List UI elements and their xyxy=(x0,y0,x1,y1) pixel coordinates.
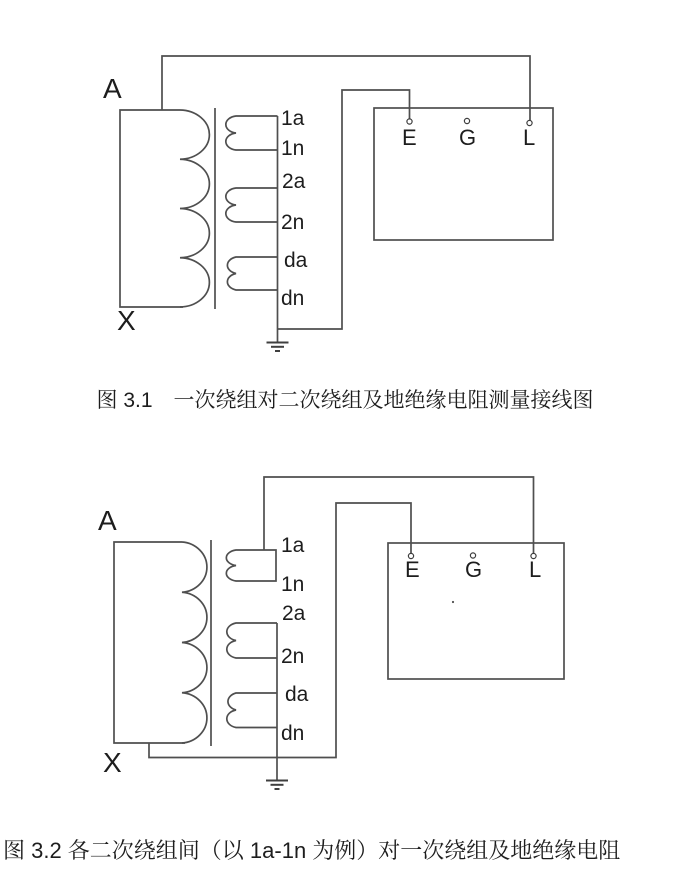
winding-terminal-label-dn: dn xyxy=(281,722,305,745)
winding-terminal-label-da: da xyxy=(284,249,308,272)
winding-terminal-label-2a: 2a xyxy=(282,170,306,193)
meter-terminal-label-e: E xyxy=(402,125,417,150)
meter-terminal-label-g: G xyxy=(459,125,477,150)
primary-top-terminal-label: A xyxy=(98,505,117,536)
wire-x-to-e xyxy=(149,503,411,758)
meter-terminal-label-g: G xyxy=(465,557,483,582)
figure1-diagram xyxy=(103,56,553,351)
primary-winding-outline xyxy=(120,110,183,307)
primary-bottom-terminal-label: X xyxy=(103,747,122,778)
winding-terminal-label-1a: 1a xyxy=(281,534,305,557)
ground-symbol xyxy=(266,781,288,790)
winding-terminal-label-2n: 2n xyxy=(281,211,305,234)
meter-terminal-label-l: L xyxy=(529,557,542,582)
secondary-winding-2a-2n xyxy=(226,188,278,222)
terminal-g-circle xyxy=(464,118,469,123)
winding-terminal-label-1a: 1a xyxy=(281,107,305,130)
winding-terminal-label-1n: 1n xyxy=(281,137,305,160)
primary-top-terminal-label: A xyxy=(103,73,122,104)
winding-terminal-label-2n: 2n xyxy=(281,645,305,668)
secondary-winding-1a-1n xyxy=(226,116,278,150)
meter-terminal-label-l: L xyxy=(523,125,536,150)
winding-terminal-label-da: da xyxy=(285,683,309,706)
secondary-winding-1a-1n xyxy=(226,550,276,581)
primary-bottom-terminal-label: X xyxy=(117,305,136,336)
secondary-winding-da-dn xyxy=(227,257,277,290)
speck-dot xyxy=(452,601,454,603)
secondary-winding-2a-2n xyxy=(227,623,277,658)
primary-winding-arcs xyxy=(180,110,209,307)
wire-1a-to-l xyxy=(264,477,534,553)
ground-symbol xyxy=(267,343,289,352)
figure2-caption: 图 3.2 各二次绕组间（以 1a-1n 为例）对一次绕组及地绝缘电阻 xyxy=(3,838,621,863)
winding-terminal-label-1n: 1n xyxy=(281,573,305,596)
winding-terminal-label-dn: dn xyxy=(281,287,305,310)
terminal-e-circle xyxy=(407,119,412,124)
primary-winding-arcs xyxy=(182,542,207,743)
figure2-diagram xyxy=(98,477,564,789)
figure1-caption: 图 3.1 一次绕组对二次绕组及地绝缘电阻测量接线图 xyxy=(96,389,594,412)
meter-terminal-label-e: E xyxy=(405,557,420,582)
secondary-winding-da-dn xyxy=(227,693,277,728)
primary-winding-outline xyxy=(114,542,185,743)
winding-terminal-label-2a: 2a xyxy=(282,602,306,625)
